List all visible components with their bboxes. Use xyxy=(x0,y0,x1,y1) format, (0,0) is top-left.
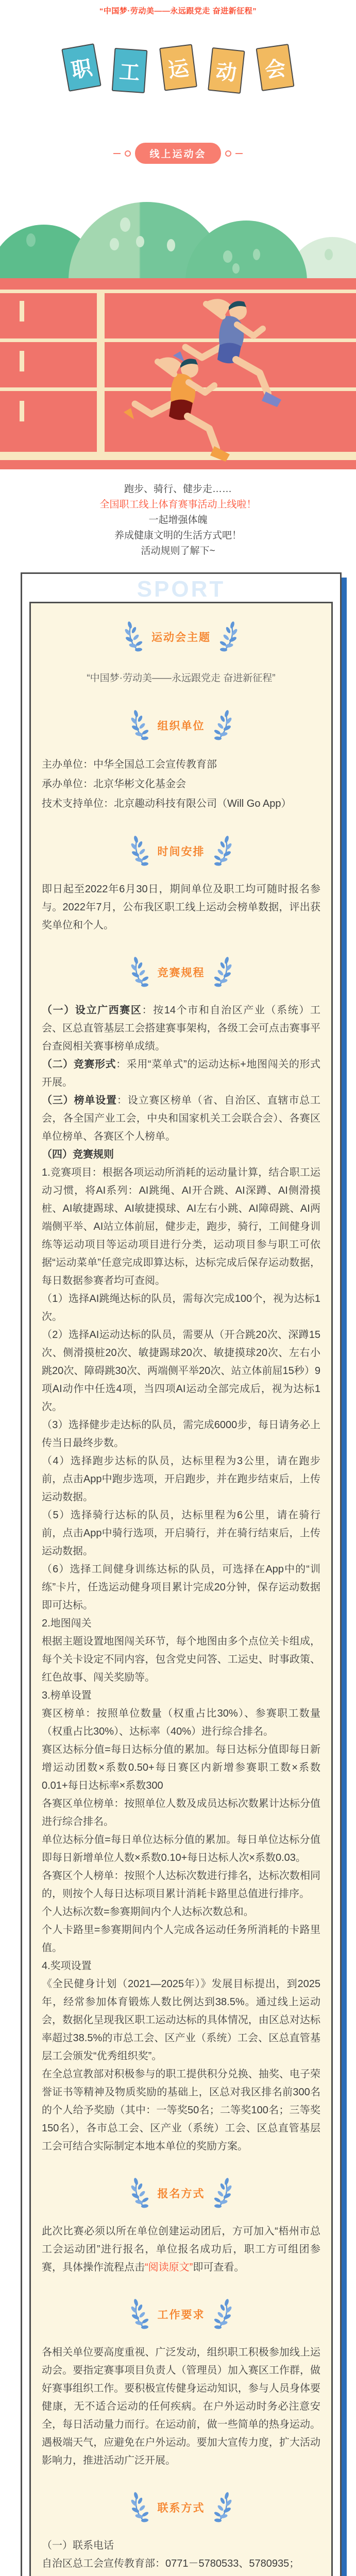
rule-paragraph: （3）选择健步走达标的队员，需完成6000步，每日请务必上传当日最终步数。 xyxy=(42,1419,320,1449)
rule-paragraph: 《全民健身计划（2021—2025年）》发展目标提出，到2025年，经常参加体育锻炼人数比例达到38.5%。通过线上运动会，数据化呈现我区职工运动达标的具体情况，由区总对达标率超过38.5%的市总工会、区产业（系统）工会、区总直管基层工会颁发“优秀组织奖”。 xyxy=(42,1978,320,2062)
pill-left-dot xyxy=(125,150,131,157)
pill-right-dot xyxy=(225,150,231,157)
rule-paragraph: 2.地图闯关 xyxy=(42,1618,92,1629)
rule-paragraph: 单位达标分值=每日单位达标分值的累加。每日单位达标分值即每日新增单位人数×系数0.10+每日达标人次×系数0.03。 xyxy=(42,1834,320,1863)
rule-paragraph: 在全总宣教部对积极参与的职工提供积分兑换、抽奖、电子荣誉证书等精神及物质奖励的基础上，区总对我区排名前300名的个人给予奖励（其中：一等奖50名；二等奖100名；三等奖150名），各市总工会、区产业（系统）工会、区总直管基层工会可结合实际制定本地本单位的奖励方案。 xyxy=(42,2069,320,2152)
section-heading-rules xyxy=(42,956,320,988)
section-title: 组织单位 xyxy=(157,720,205,732)
intro-line: 活动规则了解下~ xyxy=(141,546,215,556)
rule-paragraph: 1.竞赛项目：根据各项运动所消耗的运动量计算，结合职工运动习惯，将AI系列：AI跳绳、AI开合跳、AI深蹲、AI侧滑摸桩、AI敏捷踢球、AI敏捷摸球、AI左右小跳、AI障碍跳、AI两端侧平举、AI站立体前屈，健步走，跑步，骑行，工间健身训练等运动项目等运动项目进行分类，运动项目参与职工可依据“运动菜单”任意完成即算达标，达标完成后保存运动数据，每日数据参赛者均可查阅。 xyxy=(42,1167,320,1286)
rule-paragraph: （四）竞赛规则 xyxy=(42,1149,114,1160)
schedule-text: 即日起至2022年6月30日，期间单位及职工均可随时报名参与。2022年7月，公布我区职工线上运动会榜单数据，评出获奖单位和个人。 xyxy=(42,884,320,931)
laurel-branch-icon xyxy=(213,709,234,741)
title-card-2: 工 xyxy=(111,48,147,93)
section-title: 联系方式 xyxy=(157,2502,205,2514)
laurel-branch-icon xyxy=(213,2492,234,2523)
organizer-line: 主办单位：中华全国总工会宣传教育部 xyxy=(42,759,217,770)
rule-paragraph: （5）选择骑行达标的队员，达标里程为6公里，请在骑行前，点击App中骑行选项，开启骑行，并在骑行结束后，上传运动数据。 xyxy=(42,1510,320,1557)
contact-line xyxy=(42,2573,320,2576)
section-title: 工作要求 xyxy=(157,2309,205,2321)
rule-paragraph: （三）榜单设置：设立赛区榜单（省、自治区、直辖市总工会，各全国产业工会，中央和国家机关工会联合会）、各赛区单位榜单、各赛区个人榜单。 xyxy=(42,1095,321,1142)
page-title: “中国梦·劳动美——永远跟党走 奋进新征程” xyxy=(99,7,257,15)
intro-line: 养成健康文明的生活方式吧！ xyxy=(114,530,242,541)
laurel-branch-icon xyxy=(219,621,240,653)
track-banner-illustration xyxy=(0,168,356,469)
rule-paragraph: （二）竞赛形式：采用“菜单式”的运动达标+地图闯关的形式开展。 xyxy=(42,1059,321,1088)
laurel-branch-icon xyxy=(129,956,149,988)
contact-line: （一）联系电话 xyxy=(42,2540,114,2551)
title-card-4: 动 xyxy=(208,47,245,94)
rule-paragraph: 各赛区个人榜单：按照个人达标次数进行排名，达标次数相同的，则按个人每日达标项目累计消耗卡路里总值进行排序。 xyxy=(42,1870,320,1900)
title-card-1: 职 xyxy=(61,43,101,92)
read-original-link[interactable]: “阅读原文” xyxy=(145,2262,193,2273)
section-heading-work xyxy=(42,2298,320,2330)
pill-right-line xyxy=(235,153,243,154)
section-heading-schedule xyxy=(42,835,320,867)
rule-paragraph: 赛区榜单：按照单位数量（权重占比30%）、参赛职工数量（权重占比30%）、达标率（40%）进行综合排名。 xyxy=(42,1708,320,1737)
laurel-branch-icon xyxy=(129,2177,149,2209)
online-games-pill: 线上运动会 xyxy=(135,143,221,164)
laurel-branch-icon xyxy=(129,709,149,741)
contact-lines xyxy=(42,2537,320,2576)
laurel-branch-icon xyxy=(123,621,143,653)
rule-paragraph: （1）选择AI跳绳达标的队员，需每次完成100个，视为达标1次。 xyxy=(42,1293,320,1323)
section-heading-theme xyxy=(42,621,320,653)
sport-watermark-text: SPORT xyxy=(137,577,226,602)
laurel-branch-icon xyxy=(213,2298,234,2330)
section-heading-contact xyxy=(42,2492,320,2523)
rule-paragraph: 个人卡路里=参赛期间内个人完成各运动任务所消耗的卡路里值。 xyxy=(42,1924,320,1954)
laurel-branch-icon xyxy=(129,2492,149,2523)
rule-paragraph: 3.榜单设置 xyxy=(42,1690,92,1701)
rule-paragraph: （4）选择跑步达标的队员，达标里程为3公里，请在跑步前，点击App中跑步选项，开启跑步，并在跑步结束后，上传运动数据。 xyxy=(42,1455,320,1503)
registration-text-before: 此次比赛必须以所在单位创建运动团后，方可加入“梧州市总工会运动团”进行报名，单位报名成功后，职工方可组团参赛，具体操作流程点击 xyxy=(42,2226,320,2273)
laurel-branch-icon xyxy=(129,835,149,867)
section-title: 时间安排 xyxy=(157,846,205,858)
online-games-pill-row xyxy=(0,143,356,164)
section-title: 竞赛规程 xyxy=(157,967,205,979)
notice-frame xyxy=(21,572,342,2576)
theme-text: “中国梦·劳动美——永远跟党走 奋进新征程” xyxy=(87,673,276,684)
laurel-branch-icon xyxy=(213,835,234,867)
rule-paragraph: 根据主题设置地图闯关环节，每个地图由多个点位关卡组成，每个关卡设定不同内容，包含党史问答、工运史、时事政策、红色故事、闯关奖励等。 xyxy=(42,1636,320,1683)
section-heading-registration xyxy=(42,2177,320,2209)
intro-line: 一起增强体魄 xyxy=(148,515,208,526)
rule-paragraph: 个人达标次数=参赛期间内个人达标次数总和。 xyxy=(42,1906,254,1918)
rule-paragraph: 4.奖项设置 xyxy=(42,1960,92,1972)
rule-paragraph: （2）选择AI运动达标的队员，需要从（开合跳20次、深蹲15次、侧滑摸桩20次、敏捷踢球20次、敏捷摸球20次、左右小跳20次、障碍跳30次、两端侧平举20次、站立体前屈15秒）9项AI动作中任选4项，当四项AI运动全部完成后，视为达标1次。 xyxy=(42,1329,320,1413)
rule-paragraph: （一）设立广西赛区：按14个市和自治区产业（系统）工会、区总直管基层工会搭建赛事架构，各级工会可点击赛事平台查阅相关赛事榜单成绩。 xyxy=(42,1005,320,1052)
organizer-line: 承办单位：北京华彬文化基金会 xyxy=(42,778,186,790)
intro-line: 全国职工线上体育赛事活动上线啦！ xyxy=(99,499,257,510)
title-card-5: 会 xyxy=(256,44,294,91)
rule-paragraph: 各赛区单位榜单：按照单位人数及成员达标次数累计达标分值进行综合排名。 xyxy=(42,1798,320,1827)
organizer-lines xyxy=(42,755,320,814)
laurel-branch-icon xyxy=(213,2177,234,2209)
rule-paragraph: 赛区达标分值=每日达标分值的累加。每日达标分值即每日新增运动团数×系数0.50+每日赛区内新增参赛职工数×系数0.01+每日达标率×系数300 xyxy=(42,1744,320,1791)
section-title: 报名方式 xyxy=(157,2188,205,2200)
laurel-branch-icon xyxy=(213,956,234,988)
pill-left-line xyxy=(113,153,121,154)
section-title: 运动会主题 xyxy=(151,632,211,643)
title-card-3: 运 xyxy=(159,44,197,91)
title-cards xyxy=(0,46,356,103)
rule-paragraph: （6）选择工间健身训练达标的队员，可选择在App中的“训练”卡片，任选运动健身项目累计完成20分钟，保存运动数据即可达标。 xyxy=(42,1564,320,1611)
running-track xyxy=(0,278,356,469)
section-heading-organizers xyxy=(42,709,320,741)
laurel-branch-icon xyxy=(129,2298,149,2330)
intro-line: 跑步、骑行、健步走…… xyxy=(124,484,232,495)
notice-content xyxy=(29,602,333,2576)
intro-text xyxy=(0,482,356,559)
rules-paragraphs xyxy=(42,1002,320,2156)
work-text: 各相关单位要高度重视、广泛发动，组织职工积极参加线上运动会。要指定赛事项目负责人（管理员）加入赛区工作群，做好赛事组织工作。要积极宣传健身运动知识，参与人员身体要健康，无不适合运动的任何疾病。在户外运动时务必注意安全，每日活动量力而行。在运动前，做一些简单的热身运动。遇极端天气，应避免在户外运动。要加大宣传力度，扩大活动影响力，推进活动广泛开展。 xyxy=(42,2347,320,2466)
registration-text xyxy=(42,2223,320,2277)
contact-line: 自治区总工会宣传教育部：0771－5780533、5780935； xyxy=(42,2558,300,2569)
organizer-line: 技术支持单位：北京趣动科技有限公司（Will Go App） xyxy=(42,798,292,809)
registration-text-after: 即可查看。 xyxy=(193,2262,245,2273)
